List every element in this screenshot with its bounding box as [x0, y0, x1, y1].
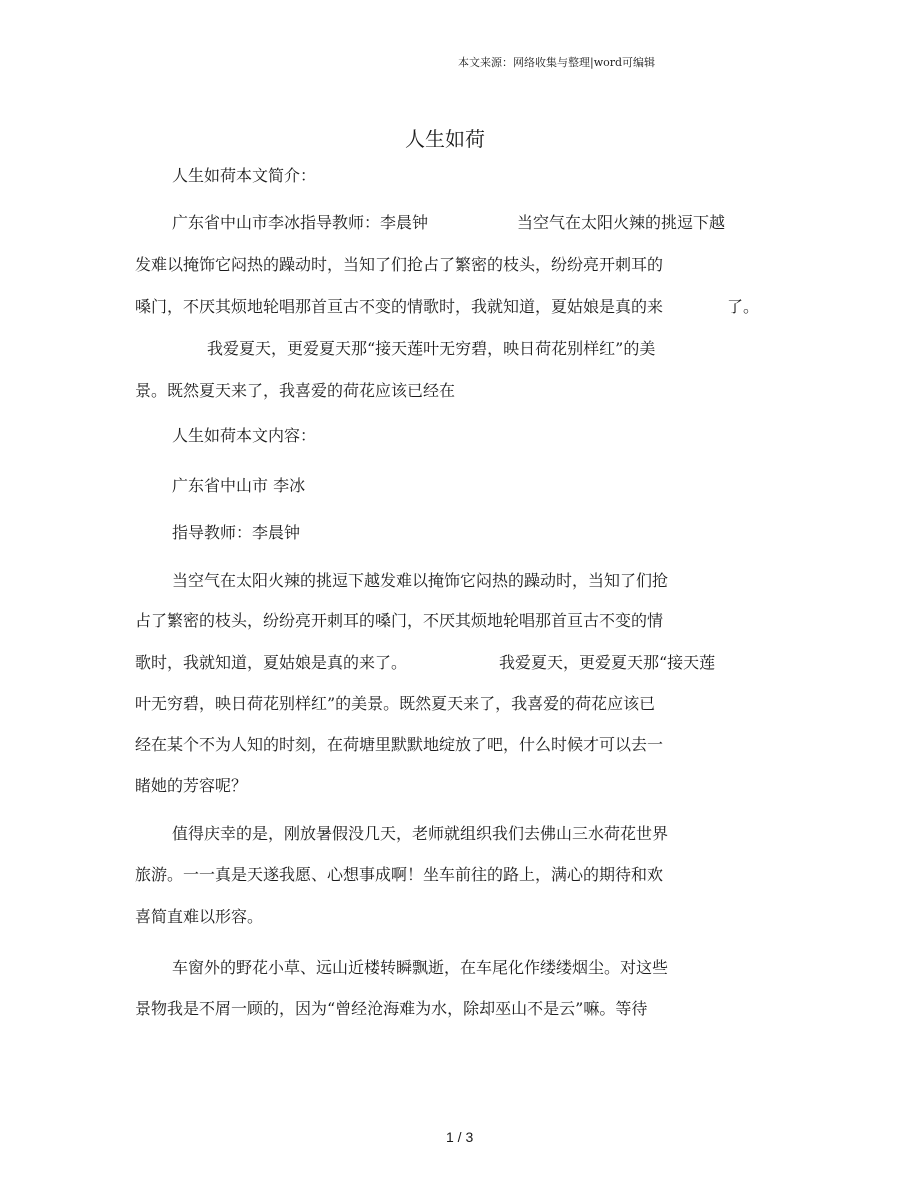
intro-line: 我爱夏天，更爱夏天那“接天莲叶无穷碧，映日荷花别样红”的美	[207, 339, 656, 358]
page-title: 人生如荷	[405, 127, 485, 151]
paragraph-line: 喜简直难以形容。	[135, 907, 264, 926]
paragraph-line: 景物我是不屑一顾的，因为“曾经沧海难为水，除却巫山不是云”嘛。等待	[135, 999, 648, 1018]
paragraph-line: 叶无穷碧，映日荷花别样红”的美景。既然夏天来了，我喜爱的荷花应该已	[135, 694, 656, 713]
paragraph-line: 经在某个不为人知的时刻，在荷塘里默默地绽放了吧，什么时候才可以去一	[135, 735, 664, 754]
paragraph-line: 歌时，我就知道，夏姑娘是真的来了。	[135, 653, 408, 672]
intro-line: 当空气在太阳火辣的挑逗下越	[517, 213, 726, 232]
teacher-line: 指导教师：李晨钟	[172, 523, 301, 542]
paragraph-line: 旅游。一一真是天遂我愿、心想事成啊！坐车前往的路上，满心的期待和欢	[135, 865, 664, 884]
intro-line: 发难以掩饰它闷热的躁动时，当知了们抢占了繁密的枝头，纷纷亮开刺耳的	[135, 255, 664, 274]
intro-label: 人生如荷本文简介：	[172, 166, 317, 185]
intro-line: 了。	[727, 297, 760, 316]
author-line: 广东省中山市 李冰	[172, 476, 306, 495]
intro-line: 景。既然夏天来了，我喜爱的荷花应该已经在	[135, 381, 456, 400]
paragraph-line: 当空气在太阳火辣的挑逗下越发难以掩饰它闷热的躁动时，当知了们抢	[172, 571, 669, 590]
paragraph-line: 占了繁密的枝头，纷纷亮开刺耳的嗓门，不厌其烦地轮唱那首亘古不变的情	[135, 611, 664, 630]
intro-line: 广东省中山市李冰指导教师：李晨钟	[172, 213, 429, 232]
paragraph-line: 车窗外的野花小草、远山近楼转瞬飘逝，在车尾化作缕缕烟尘。对这些	[172, 958, 669, 977]
paragraph-line: 我爱夏天，更爱夏天那“接天莲	[499, 653, 716, 672]
page-number: 1 / 3	[446, 1129, 474, 1145]
source-note: 本文来源：网络收集与整理|word可编辑	[458, 56, 656, 69]
paragraph-line: 睹她的芳容呢？	[135, 776, 248, 795]
content-label: 人生如荷本文内容：	[172, 426, 317, 445]
intro-line: 嗓门，不厌其烦地轮唱那首亘古不变的情歌时，我就知道，夏姑娘是真的来	[135, 297, 664, 316]
paragraph-line: 值得庆幸的是，刚放暑假没几天，老师就组织我们去佛山三水荷花世界	[172, 824, 669, 843]
